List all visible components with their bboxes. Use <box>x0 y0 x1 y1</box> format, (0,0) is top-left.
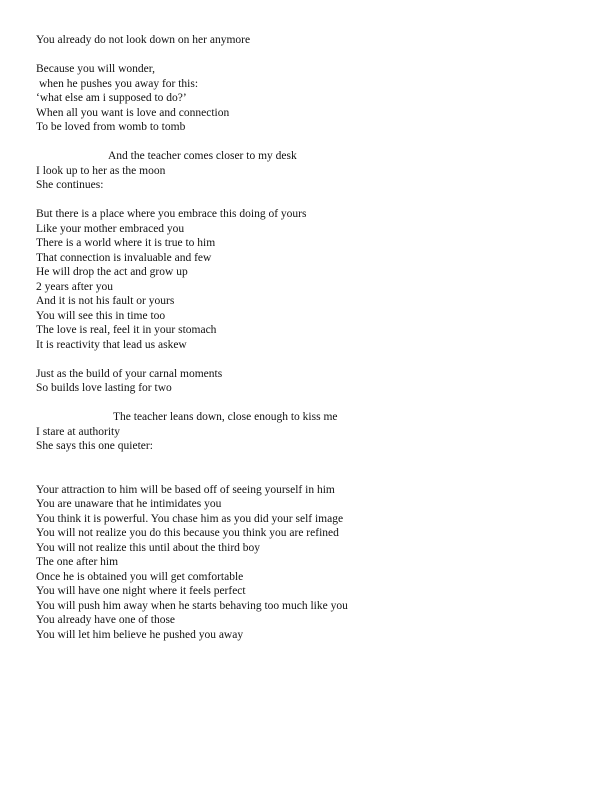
stanza-gap <box>36 454 576 483</box>
poem-line: When all you want is love and connection <box>36 106 230 119</box>
poem-line: You will see this in time too <box>36 309 166 322</box>
poem-line: Your attraction to him will be based off of seeing yourself in him <box>36 483 335 496</box>
stanza-gap <box>36 396 576 411</box>
poem-line: You will push him away when he starts behaving too much like you <box>36 599 348 612</box>
poem-line: So builds love lasting for two <box>36 382 172 394</box>
poem-line: You will not realize this until about the third boy <box>36 541 261 554</box>
poem-line-indented: The teacher leans down, close enough to kiss me <box>113 411 338 423</box>
poem-line: She continues: <box>36 179 104 191</box>
poem-line: Like your mother embraced you <box>36 222 185 235</box>
poem-line: I stare at authority <box>36 425 120 438</box>
poem-line: I look up to her as the moon <box>36 164 166 177</box>
poem-line: She says this one quieter: <box>36 440 153 452</box>
poem-line: ‘what else am i supposed to do?’ <box>36 92 187 104</box>
poem-line: when he pushes you away for this: <box>39 77 199 90</box>
poem-line: Because you will wonder, <box>36 63 155 75</box>
poem-line: 2 years after you <box>36 280 113 293</box>
poem-line: You are unaware that he intimidates you <box>36 498 222 510</box>
poem-page <box>36 33 576 642</box>
stanza-gap <box>36 135 576 150</box>
poem-line: You think it is powerful. You chase him as you did your self image <box>36 512 344 525</box>
poem-line: The one after him <box>36 556 119 568</box>
poem-line: That connection is invaluable and few <box>36 251 212 264</box>
poem-line: You already do not look down on her anymore <box>36 34 251 46</box>
poem-line: You will have one night where it feels perfect <box>36 585 246 597</box>
poem-line: You will let him believe he pushed you away <box>36 628 244 641</box>
poem-line: But there is a place where you embrace this doing of yours <box>36 208 307 220</box>
stanza-gap <box>36 193 576 208</box>
poem-line: Just as the build of your carnal moments <box>36 367 223 380</box>
poem-line: And it is not his fault or yours <box>36 295 175 307</box>
poem-line: Once he is obtained you will get comfortable <box>36 570 244 583</box>
poem-line: To be loved from womb to tomb <box>36 121 186 133</box>
poem-line: The love is real, feel it in your stomach <box>36 324 217 336</box>
stanza-gap <box>36 352 576 367</box>
poem-line: You will not realize you do this because you think you are refined <box>36 527 339 539</box>
poem-line: You already have one of those <box>36 614 176 626</box>
poem-line: There is a world where it is true to him <box>36 237 216 249</box>
poem-line: He will drop the act and grow up <box>36 266 188 278</box>
poem-line-indented: And the teacher comes closer to my desk <box>108 150 297 162</box>
poem-line: It is reactivity that lead us askew <box>36 338 187 351</box>
stanza-gap <box>36 48 576 63</box>
